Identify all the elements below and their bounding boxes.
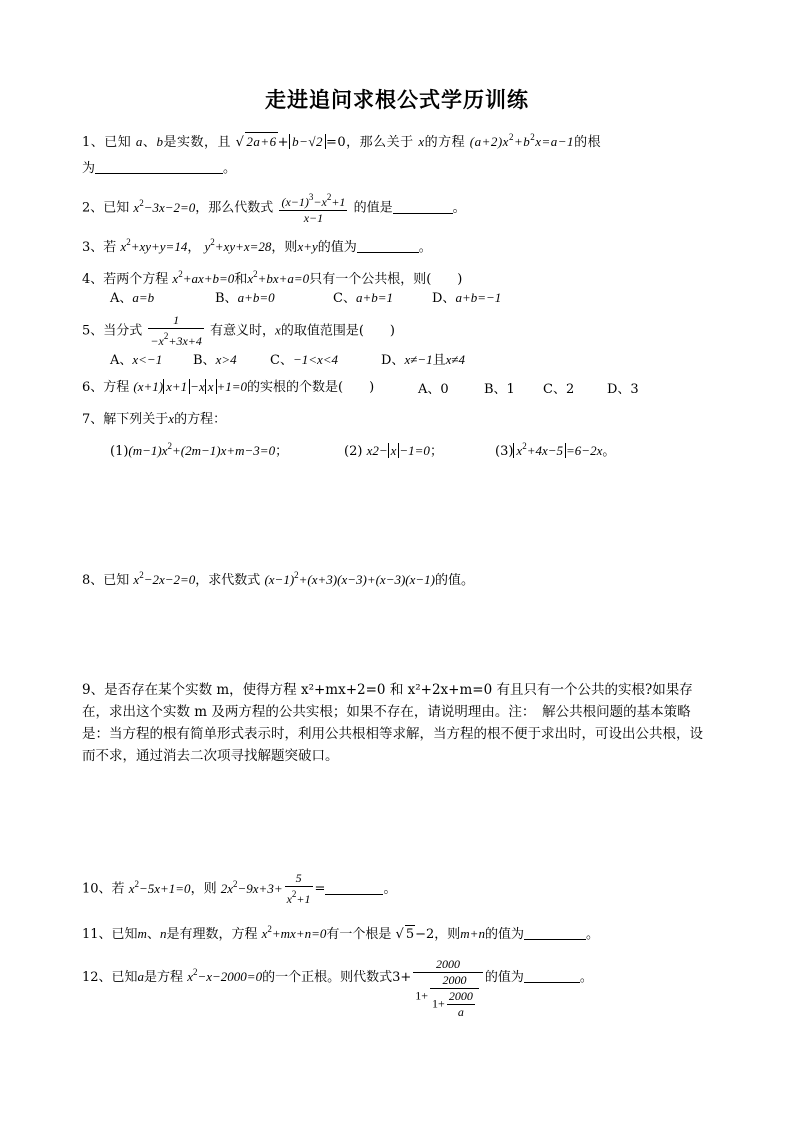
option-5c[interactable]: C、−1<x<4 xyxy=(270,352,339,368)
question-7-part-2: (2) x2− x −1=0； xyxy=(344,443,443,459)
nested-fraction: 2000 1+ 2000 1+ $\frac{2000}{a}$ xyxy=(413,957,483,1020)
option-5d[interactable]: D、x≠−1且x≠4 xyxy=(381,352,466,368)
answer-blank-1[interactable] xyxy=(95,161,223,174)
option-4a[interactable]: A、a=b xyxy=(110,290,155,306)
question-7-part-1: $(1)(m-1)x^2+(2m-1)x+m-3=0$； xyxy=(110,441,289,459)
question-10: 10、若 $x^2-5x+1=0$，则 $2x^2-9x+3+$ $\frac{5}{x^2+1}$ = 。 xyxy=(82,871,397,906)
question-1: 1、已知 a、b是实数，且 √ 2a+6+ b−√2 =0，那么关于 x的方程 $(a+2)x^2+b^2x=a-1$的根 xyxy=(82,132,602,150)
fraction: $\frac{5}{x^2+1}$ xyxy=(286,871,311,906)
answer-blank-10[interactable] xyxy=(325,882,383,895)
question-4: 4、若两个方程 $x^2+ax+b=0$和$x^2+bx+a=0$只有一个公共根，则( ) xyxy=(82,269,463,287)
fraction: $\frac{(x-1)^3-x^2+1}{x-1}$ xyxy=(281,192,346,225)
question-11: 11、已知m、n是有理数，方程 $x^2+mx+n=0$有一个根是 √ 5−2，则m+n的值为 。 xyxy=(82,924,599,942)
option-4d[interactable]: D、a+b=−1 xyxy=(432,290,502,306)
question-9: 9、是否存在某个实数 m，使得方程 x²+mx+2=0 和 x²+2x+m=0 有且只有一个公共的实根?如果存在，求出这个实数 m 及两方程的公共实根；如果不存在，请说明理由。注： 解公共根问题的基本策略是：当方程的根有简单形式表示时，利用公共根相等求解，当方程的根不便于求出时，可设出公共根，设而不求，通过消去二次项寻找解题突破口。 xyxy=(82,682,703,764)
option-4c[interactable]: C、a+b=1 xyxy=(333,290,393,306)
question-2: 2、已知 $x^2-3x-2=0$，那么代数式 $\frac{(x-1)^3-x^2+1}{x-1}$ 的值是 。 xyxy=(82,192,466,225)
question-12: 12、已知a是方程 $x^2-x-2000=0$的一个正根。则代数式3+ 2000 1+ 2000 1+ $\frac{2000}{a}$ 的值为 。 xyxy=(82,957,593,1019)
answer-blank-12[interactable] xyxy=(524,970,580,983)
question-6: 6、方程 (x+1) x+1 −x x +1=0的实根的个数是( ) xyxy=(82,379,375,395)
question-3: 3、若 $x^2+xy+y=14$， $y^2+xy+x=28$，则x+y的值为 。 xyxy=(82,237,432,255)
question-1-cont: 为 。 xyxy=(82,161,237,176)
option-6b[interactable]: B、1 xyxy=(484,382,515,397)
page-title: 走进追问求根公式学历训练 xyxy=(265,87,529,112)
option-4b[interactable]: B、a+b=0 xyxy=(215,290,275,306)
question-8: 8、已知 $x^2-2x-2=0$，求代数式 $(x-1)^2+(x+3)(x-3)+(x-3)(x-1)$的值。 xyxy=(82,570,475,588)
answer-blank-11[interactable] xyxy=(524,927,586,940)
question-5: 5、当分式 $\frac{1}{-x^2+3x+4}$ 有意义时，x的取值范围是( ) xyxy=(82,313,395,348)
option-5a[interactable]: A、x<−1 xyxy=(110,352,163,368)
fraction: $\frac{1}{-x^2+3x+4}$ xyxy=(150,313,202,348)
option-6d[interactable]: D、3 xyxy=(607,382,639,397)
question-7-part-3: (3) $x^2+4x-5 =6-2x$。 xyxy=(495,441,616,459)
option-6a[interactable]: A、0 xyxy=(418,382,449,397)
answer-blank-3[interactable] xyxy=(357,240,419,253)
option-6c[interactable]: C、2 xyxy=(543,382,575,397)
option-5b[interactable]: B、x>4 xyxy=(193,352,237,368)
answer-blank-2[interactable] xyxy=(393,201,453,214)
question-7: 7、解下列关于x的方程： xyxy=(82,411,227,427)
